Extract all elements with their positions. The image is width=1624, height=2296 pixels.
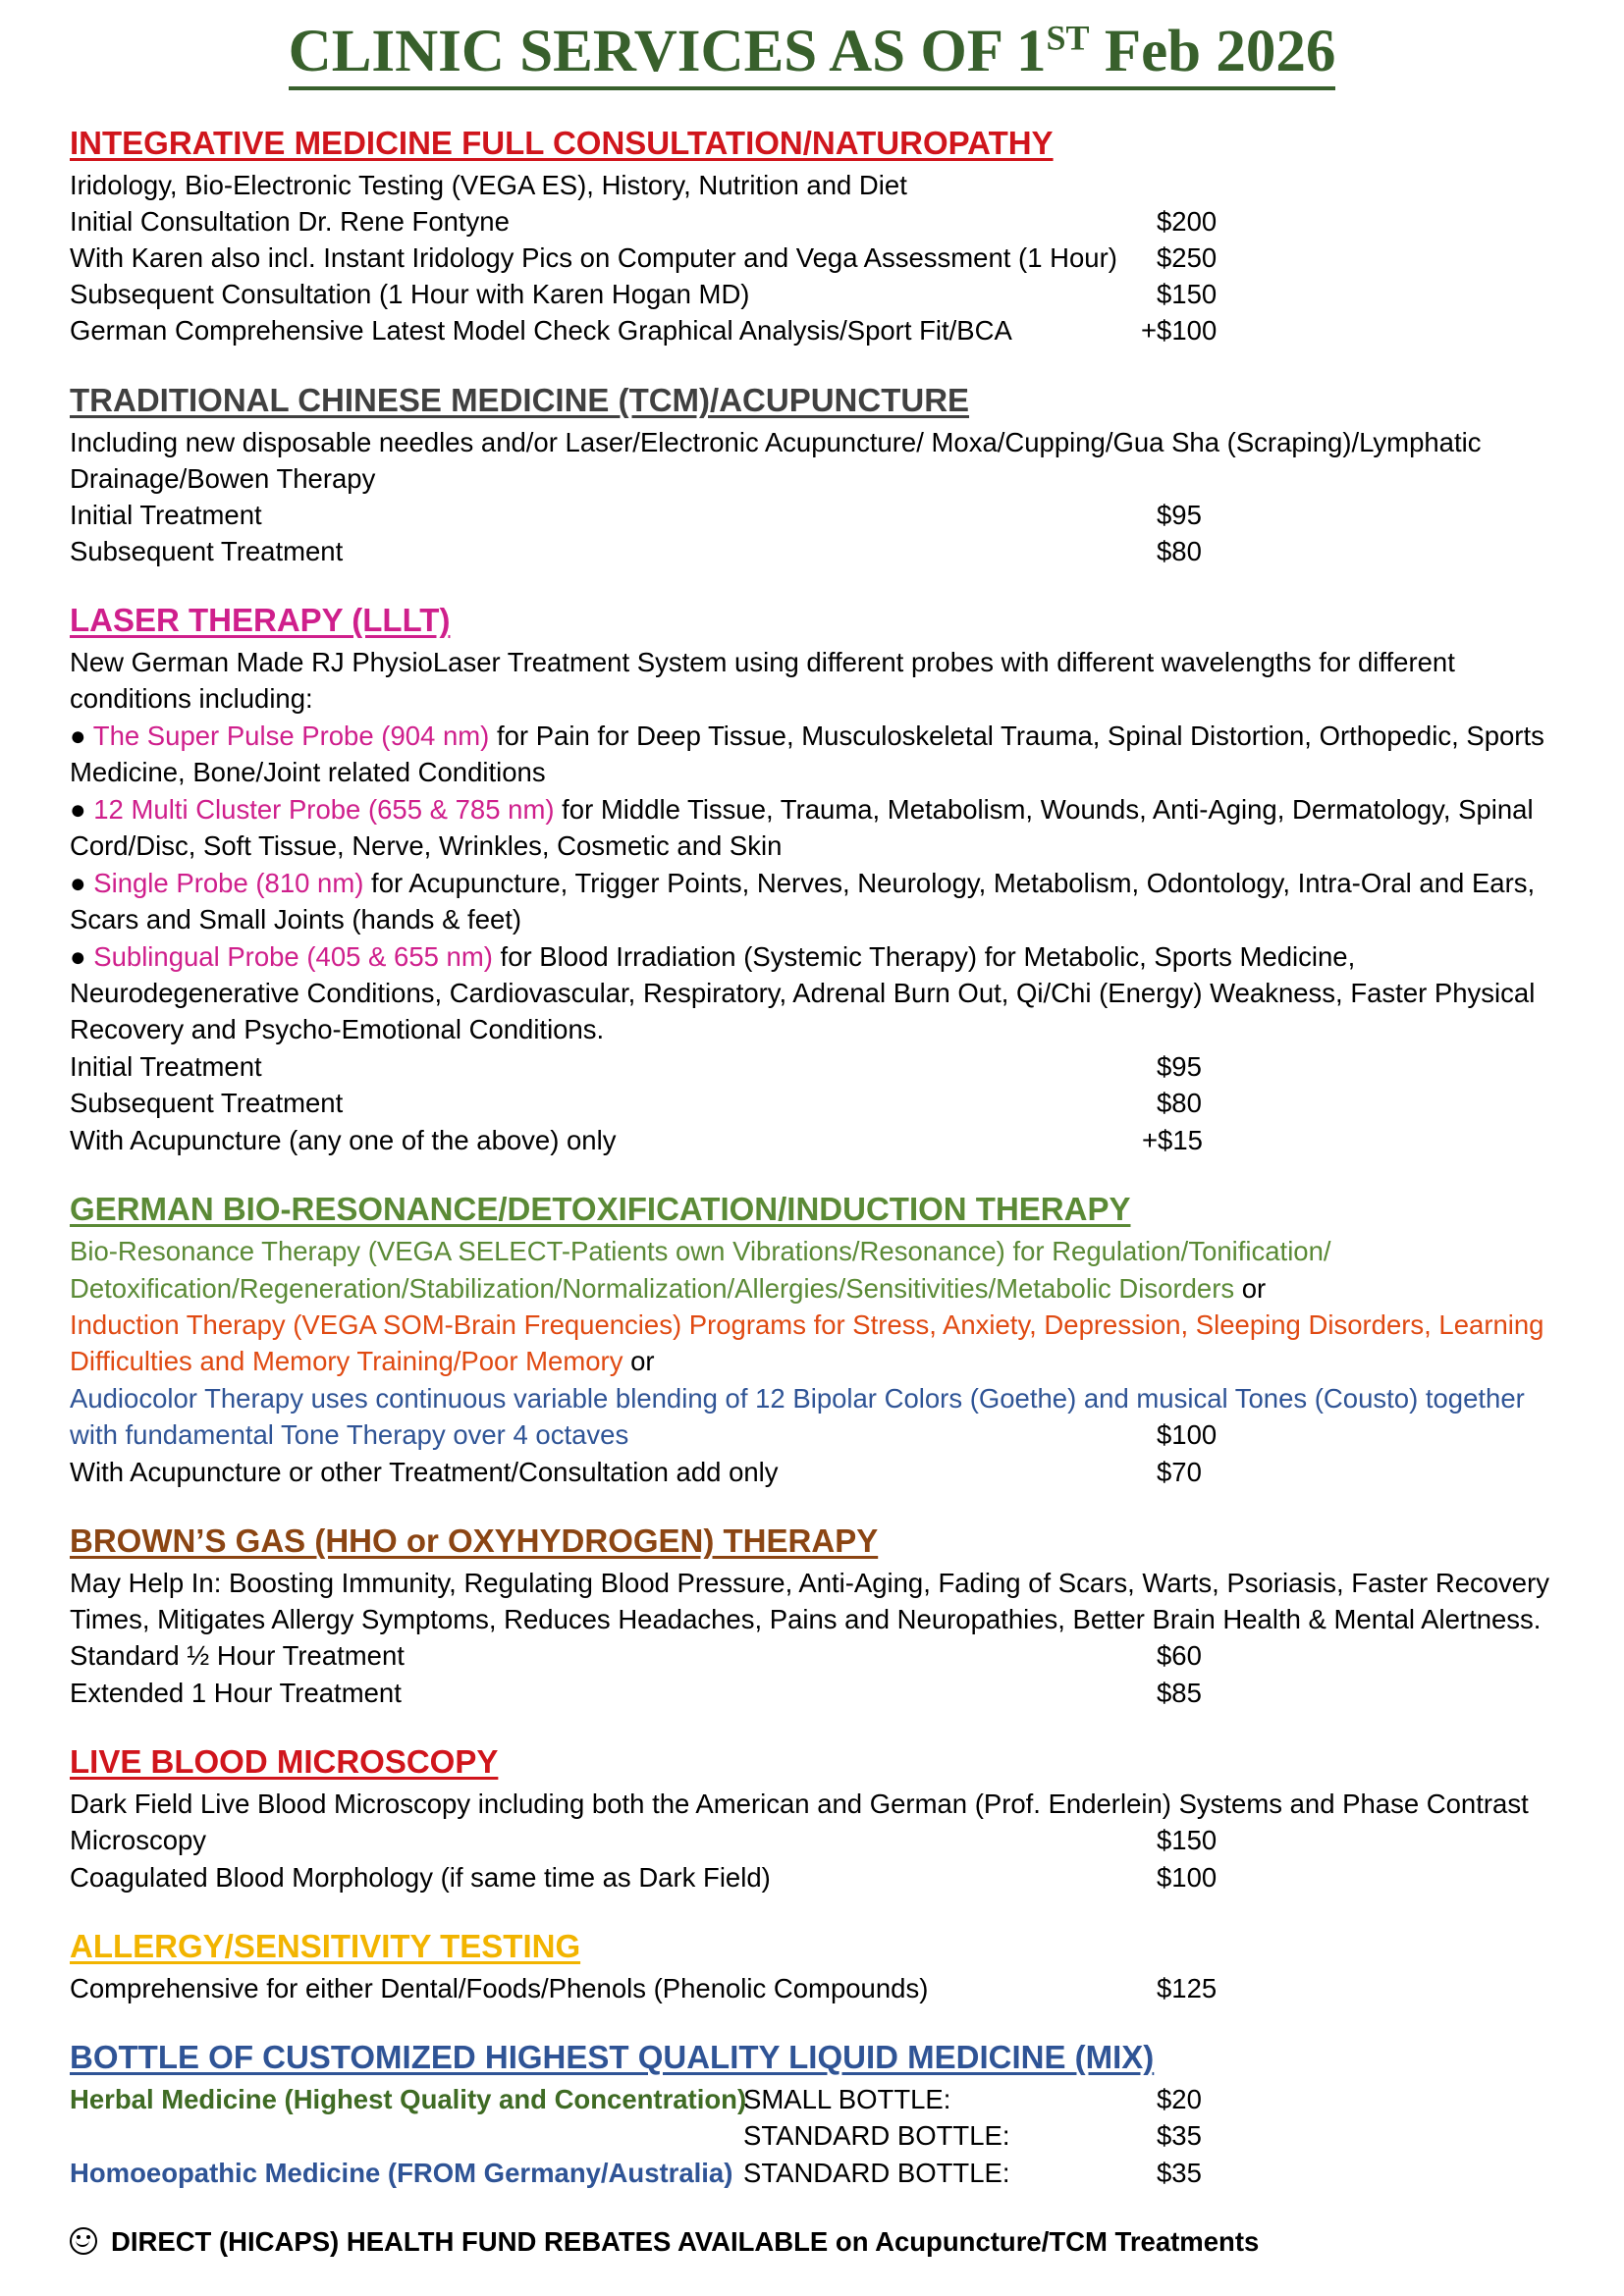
price-value: $100 — [1157, 1419, 1218, 1450]
laser-intro-line: New German Made RJ PhysioLaser Treatment System using different probes with different wavelengths for different — [70, 647, 1455, 677]
bio-resonance-line: Detoxification/Regeneration/Stabilization/Normalization/Allergies/Sensitivities/Metabolic Disorders or — [70, 1273, 1267, 1304]
induction-therapy-line: Difficulties and Memory Training/Poor Memory or — [70, 1346, 655, 1376]
price-value: $250 — [1157, 242, 1218, 273]
price-row-label: Subsequent Treatment — [70, 1088, 344, 1118]
laser-probe-item: ● 12 Multi Cluster Probe (655 & 785 nm) for Middle Tissue, Trauma, Metabolism, Wounds, Anti-Aging, Dermatology, Spinal — [70, 794, 1534, 825]
smiley-icon — [70, 2227, 97, 2255]
section-heading-bioresonance: GERMAN BIO-RESONANCE/DETOXIFICATION/INDUCTION THERAPY — [70, 1191, 1131, 1227]
tcm-intro-line: Drainage/Bowen Therapy — [70, 463, 376, 494]
price-value: $70 — [1157, 1457, 1202, 1487]
live-blood-intro-line: Dark Field Live Blood Microscopy including both the American and German (Prof. Enderlein) Systems and Phase Contrast — [70, 1789, 1529, 1819]
bottle-size-label: SMALL BOTTLE: — [743, 2084, 951, 2114]
tcm-intro-line: Including new disposable needles and/or Laser/Electronic Acupuncture/ Moxa/Cupping/Gua Sha (Scraping)/Lymphatic — [70, 427, 1482, 457]
probe-name: 12 Multi Cluster Probe (655 & 785 nm) — [93, 794, 555, 825]
price-value: +$15 — [1142, 1125, 1203, 1155]
laser-probe-item: ● Sublingual Probe (405 & 655 nm) for Blood Irradiation (Systemic Therapy) for Metabolic, Sports Medicine, — [70, 941, 1356, 972]
audiocolor-therapy-line: with fundamental Tone Therapy over 4 octaves — [70, 1419, 629, 1450]
price-value: $35 — [1157, 2158, 1202, 2188]
induction-therapy-line: Induction Therapy (VEGA SOM-Brain Frequencies) Programs for Stress, Anxiety, Depression, Sleeping Disorders, Learning — [70, 1309, 1544, 1340]
price-value: $20 — [1157, 2084, 1202, 2114]
price-row-label: With Acupuncture (any one of the above) only — [70, 1125, 617, 1155]
price-value: $95 — [1157, 500, 1202, 530]
price-row-label: Initial Treatment — [70, 1051, 262, 1082]
price-row-label: Coagulated Blood Morphology (if same time as Dark Field) — [70, 1862, 771, 1893]
herbal-medicine-label: Herbal Medicine (Highest Quality and Concentration) — [70, 2084, 747, 2114]
section-heading-bottle: BOTTLE OF CUSTOMIZED HIGHEST QUALITY LIQUID MEDICINE (MIX) — [70, 2039, 1155, 2075]
bio-resonance-line: Bio-Resonance Therapy (VEGA SELECT-Patients own Vibrations/Resonance) for Regulation/Tonification/ — [70, 1236, 1331, 1266]
price-row-label: Initial Consultation Dr. Rene Fontyne — [70, 206, 510, 237]
laser-probe-item: ● The Super Pulse Probe (904 nm) for Pain for Deep Tissue, Musculoskeletal Trauma, Spinal Distortion, Orthopedic, Sports — [70, 721, 1544, 751]
bullet-icon: ● — [70, 941, 86, 972]
price-row-label: Microscopy — [70, 1825, 207, 1855]
price-value: $150 — [1157, 279, 1218, 309]
bullet-icon: ● — [70, 868, 86, 898]
section-heading-allergy: ALLERGY/SENSITIVITY TESTING — [70, 1928, 581, 1964]
bullet-icon: ● — [70, 794, 86, 825]
laser-probe-cont: Neurodegenerative Conditions, Cardiovascular, Respiratory, Adrenal Burn Out, Qi/Chi (Energy) Weakness, Faster Physical — [70, 978, 1536, 1008]
laser-intro-line: conditions including: — [70, 683, 313, 714]
price-value: $80 — [1157, 536, 1202, 566]
bullet-icon: ● — [70, 721, 86, 751]
price-value: $150 — [1157, 1825, 1218, 1855]
price-value: $95 — [1157, 1051, 1202, 1082]
health-fund-footer — [70, 2223, 1259, 2260]
price-row-label: German Comprehensive Latest Model Check Graphical Analysis/Sport Fit/BCA — [70, 315, 1012, 346]
laser-probe-cont: Recovery and Psycho-Emotional Conditions. — [70, 1014, 605, 1044]
section-heading-integrative: INTEGRATIVE MEDICINE FULL CONSULTATION/NATUROPATHY — [70, 125, 1054, 161]
price-row-label: Comprehensive for either Dental/Foods/Phenols (Phenolic Compounds) — [70, 1973, 929, 2003]
probe-name: Sublingual Probe (405 & 655 nm) — [93, 941, 493, 972]
price-row-label: With Acupuncture or other Treatment/Consultation add only — [70, 1457, 779, 1487]
price-value: $85 — [1157, 1678, 1202, 1708]
laser-probe-cont: Scars and Small Joints (hands & feet) — [70, 904, 522, 934]
laser-probe-cont: Cord/Disc, Soft Tissue, Nerve, Wrinkles, Cosmetic and Skin — [70, 830, 783, 861]
price-value: +$100 — [1141, 315, 1218, 346]
section-heading-live-blood: LIVE BLOOD MICROSCOPY — [70, 1743, 499, 1780]
price-value: $100 — [1157, 1862, 1218, 1893]
page-title: CLINIC SERVICES AS OF 1ST Feb 2026 — [0, 22, 1624, 81]
bottle-size-label: STANDARD BOTTLE: — [743, 2120, 1010, 2151]
footer-text: DIRECT (HICAPS) HEALTH FUND REBATES AVAILABLE on Acupuncture/TCM Treatments — [111, 2226, 1260, 2257]
price-row-label: Initial Treatment — [70, 500, 262, 530]
integrative-intro: Iridology, Bio-Electronic Testing (VEGA ES), History, Nutrition and Diet — [70, 170, 907, 200]
section-heading-tcm: TRADITIONAL CHINESE MEDICINE (TCM)/ACUPUNCTURE — [70, 382, 970, 418]
price-value: $125 — [1157, 1973, 1218, 2003]
price-row-label: Subsequent Treatment — [70, 536, 344, 566]
homoeopathic-medicine-label: Homoeopathic Medicine (FROM Germany/Australia) — [70, 2158, 733, 2188]
laser-probe-item: ● Single Probe (810 nm) for Acupuncture, Trigger Points, Nerves, Neurology, Metabolism, Odontology, Intra-Oral and Ears, — [70, 868, 1536, 898]
price-value: $60 — [1157, 1640, 1202, 1671]
probe-name: The Super Pulse Probe (904 nm) — [92, 721, 490, 751]
price-row-label: Standard ½ Hour Treatment — [70, 1640, 405, 1671]
price-row-label: With Karen also incl. Instant Iridology Pics on Computer and Vega Assessment (1 Hour) — [70, 242, 1117, 273]
bottle-size-label: STANDARD BOTTLE: — [743, 2158, 1010, 2188]
browns-gas-intro-line: May Help In: Boosting Immunity, Regulating Blood Pressure, Anti-Aging, Fading of Scars, Warts, Psoriasis, Faster Recovery — [70, 1568, 1550, 1598]
price-row-label: Subsequent Consultation (1 Hour with Karen Hogan MD) — [70, 279, 750, 309]
laser-probe-cont: Medicine, Bone/Joint related Conditions — [70, 757, 546, 787]
section-heading-laser: LASER THERAPY (LLLT) — [70, 602, 451, 638]
section-heading-browns-gas: BROWN’S GAS (HHO or OXYHYDROGEN) THERAPY — [70, 1522, 879, 1559]
probe-name: Single Probe (810 nm) — [93, 868, 364, 898]
price-value: $35 — [1157, 2120, 1202, 2151]
audiocolor-therapy-line: Audiocolor Therapy uses continuous variable blending of 12 Bipolar Colors (Goethe) and musical Tones (Cousto) together — [70, 1383, 1525, 1414]
price-value: $80 — [1157, 1088, 1202, 1118]
price-row-label: Extended 1 Hour Treatment — [70, 1678, 402, 1708]
price-value: $200 — [1157, 206, 1218, 237]
browns-gas-intro-line: Times, Mitigates Allergy Symptoms, Reduces Headaches, Pains and Neuropathies, Better Brain Health & Mental Alertness. — [70, 1604, 1542, 1634]
